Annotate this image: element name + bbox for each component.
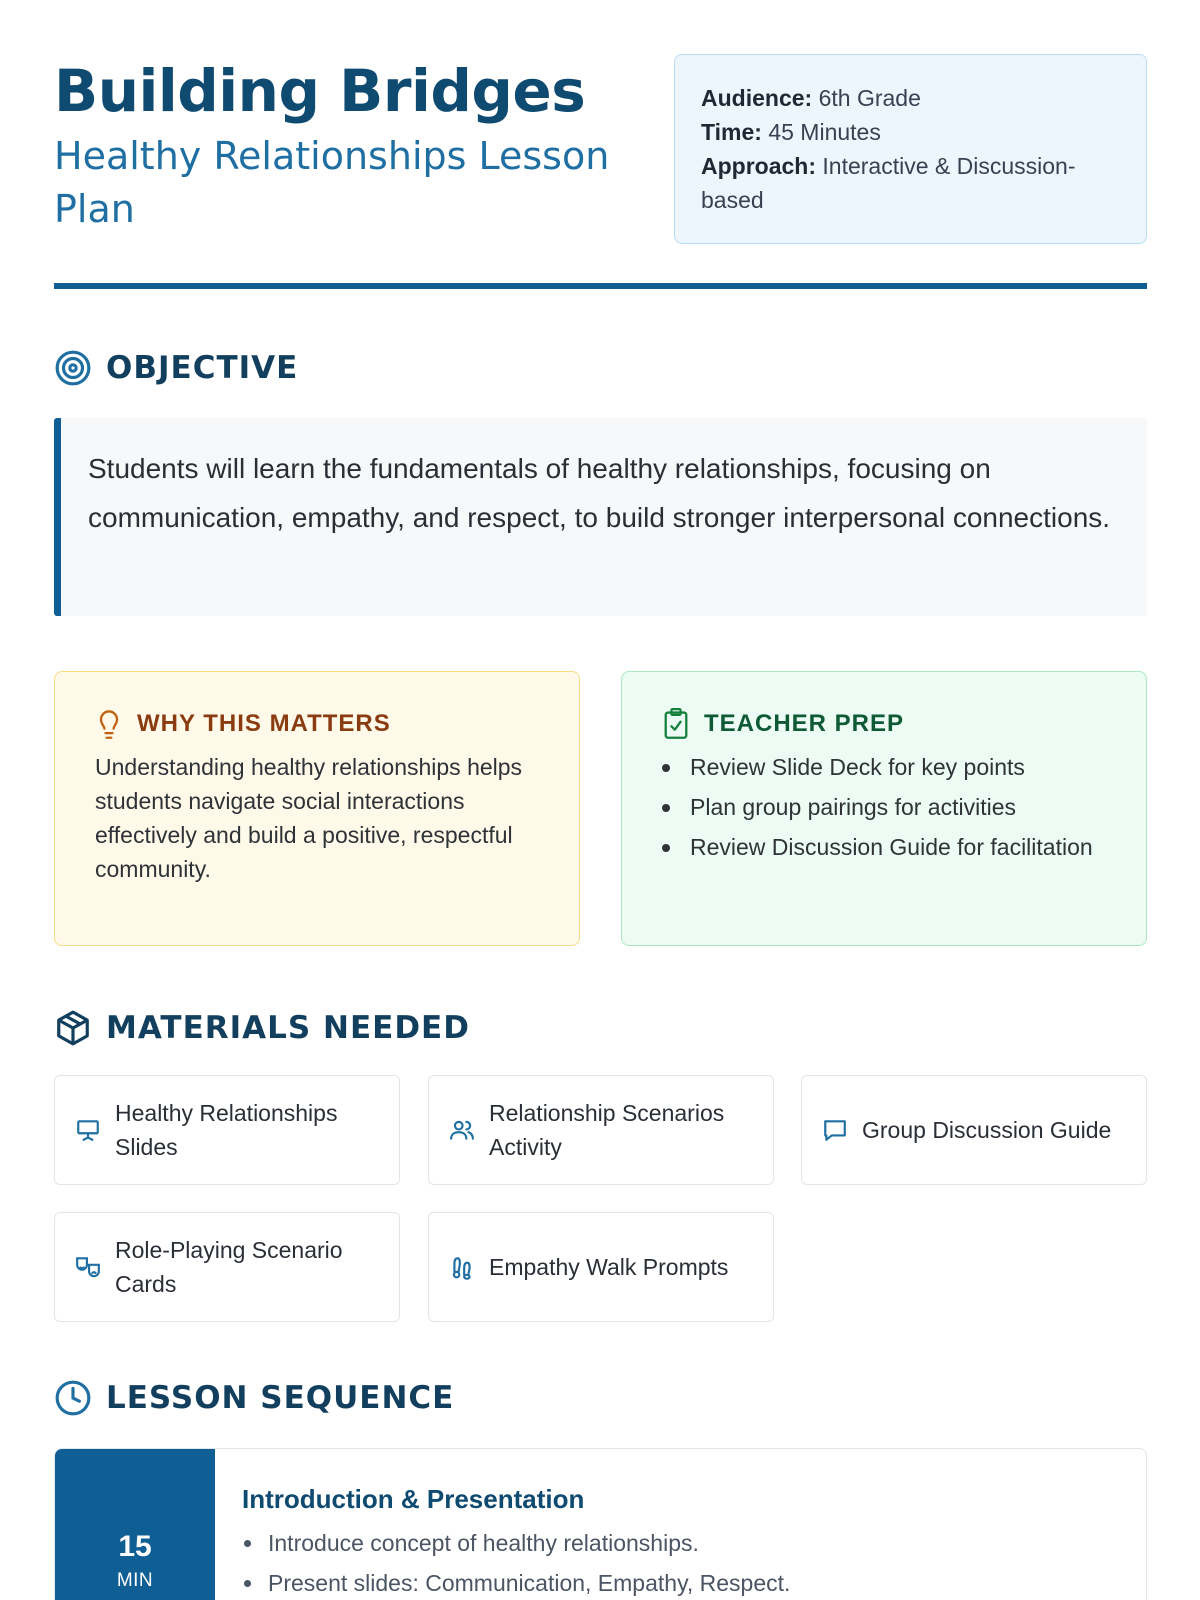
list-item: Present slides: Communication, Empathy, Respect. [242, 1563, 790, 1600]
target-icon [54, 349, 92, 387]
list-item: Plan group pairings for activities [662, 790, 1106, 824]
lightbulb-icon [95, 708, 123, 740]
meta-value: 45 Minutes [768, 119, 881, 145]
card-header [95, 708, 539, 740]
lesson-plan-page [54, 0, 1147, 1600]
materials-heading [54, 1006, 470, 1050]
meta-label: Time: [701, 119, 762, 145]
material-label: Role-Playing Scenario Cards [115, 1237, 343, 1297]
footprints-icon [449, 1254, 475, 1280]
card-header [662, 708, 1106, 740]
material-card [428, 1075, 774, 1185]
material-card [54, 1212, 400, 1322]
meta-time [701, 115, 1120, 149]
section-title: MATERIALS NEEDED [106, 1010, 470, 1046]
material-card [54, 1075, 400, 1185]
meta-value: 6th Grade [818, 85, 921, 111]
section-title: OBJECTIVE [106, 350, 299, 386]
why-this-matters-card [54, 671, 580, 946]
material-card [801, 1075, 1147, 1185]
meta-label: Audience: [701, 85, 813, 111]
list-item: Review Slide Deck for key points [662, 750, 1106, 784]
page-title: Building Bridges [54, 57, 586, 125]
page-subtitle: Healthy Relationships Lesson Plan [54, 134, 610, 231]
section-title: LESSON SEQUENCE [106, 1380, 455, 1416]
list-item: Introduce concept of healthy relationships. [242, 1523, 790, 1563]
card-title: TEACHER PREP [704, 710, 905, 737]
step-body [242, 1479, 790, 1600]
material-label: Group Discussion Guide [862, 1117, 1112, 1143]
sequence-heading [54, 1376, 454, 1420]
step-unit: MIN [116, 1570, 154, 1591]
header [54, 54, 1147, 244]
meta-audience [701, 81, 1120, 115]
lesson-meta-box [674, 54, 1147, 244]
step-title: Introduction & Presentation [242, 1484, 585, 1514]
meta-label: Approach: [701, 153, 816, 179]
users-icon [449, 1117, 475, 1143]
header-divider [54, 283, 1147, 289]
presentation-icon [75, 1117, 101, 1143]
objective-text: Students will learn the fundamentals of healthy relationships, focusing on communication, empathy, and respect, to build stronger interpersonal connections. [54, 418, 1147, 616]
list-item: Review Discussion Guide for facilitation [662, 830, 1106, 864]
clock-icon [54, 1379, 92, 1417]
teacher-prep-card [621, 671, 1147, 946]
objective-heading [54, 346, 298, 390]
material-card [428, 1212, 774, 1322]
step-duration [55, 1449, 215, 1600]
step-points [242, 1523, 790, 1600]
material-label: Empathy Walk Prompts [489, 1254, 729, 1280]
package-icon [54, 1009, 92, 1047]
prep-list [662, 750, 1106, 864]
title-block [54, 54, 654, 236]
clipboard-check-icon [662, 708, 690, 740]
meta-value: Interactive & Discussion-based [701, 153, 1076, 213]
message-icon [822, 1117, 848, 1143]
material-label: Healthy Relationships Slides [115, 1100, 338, 1160]
drama-masks-icon [75, 1254, 101, 1280]
meta-approach [701, 149, 1120, 217]
card-text: Understanding healthy relationships helps students navigate social interactions effectively and build a positive, respectful community. [95, 754, 523, 882]
material-label: Relationship Scenarios Activity [489, 1100, 725, 1160]
step-minutes: 15 [118, 1530, 152, 1563]
card-title: WHY THIS MATTERS [137, 710, 391, 737]
sequence-step [54, 1448, 1147, 1600]
